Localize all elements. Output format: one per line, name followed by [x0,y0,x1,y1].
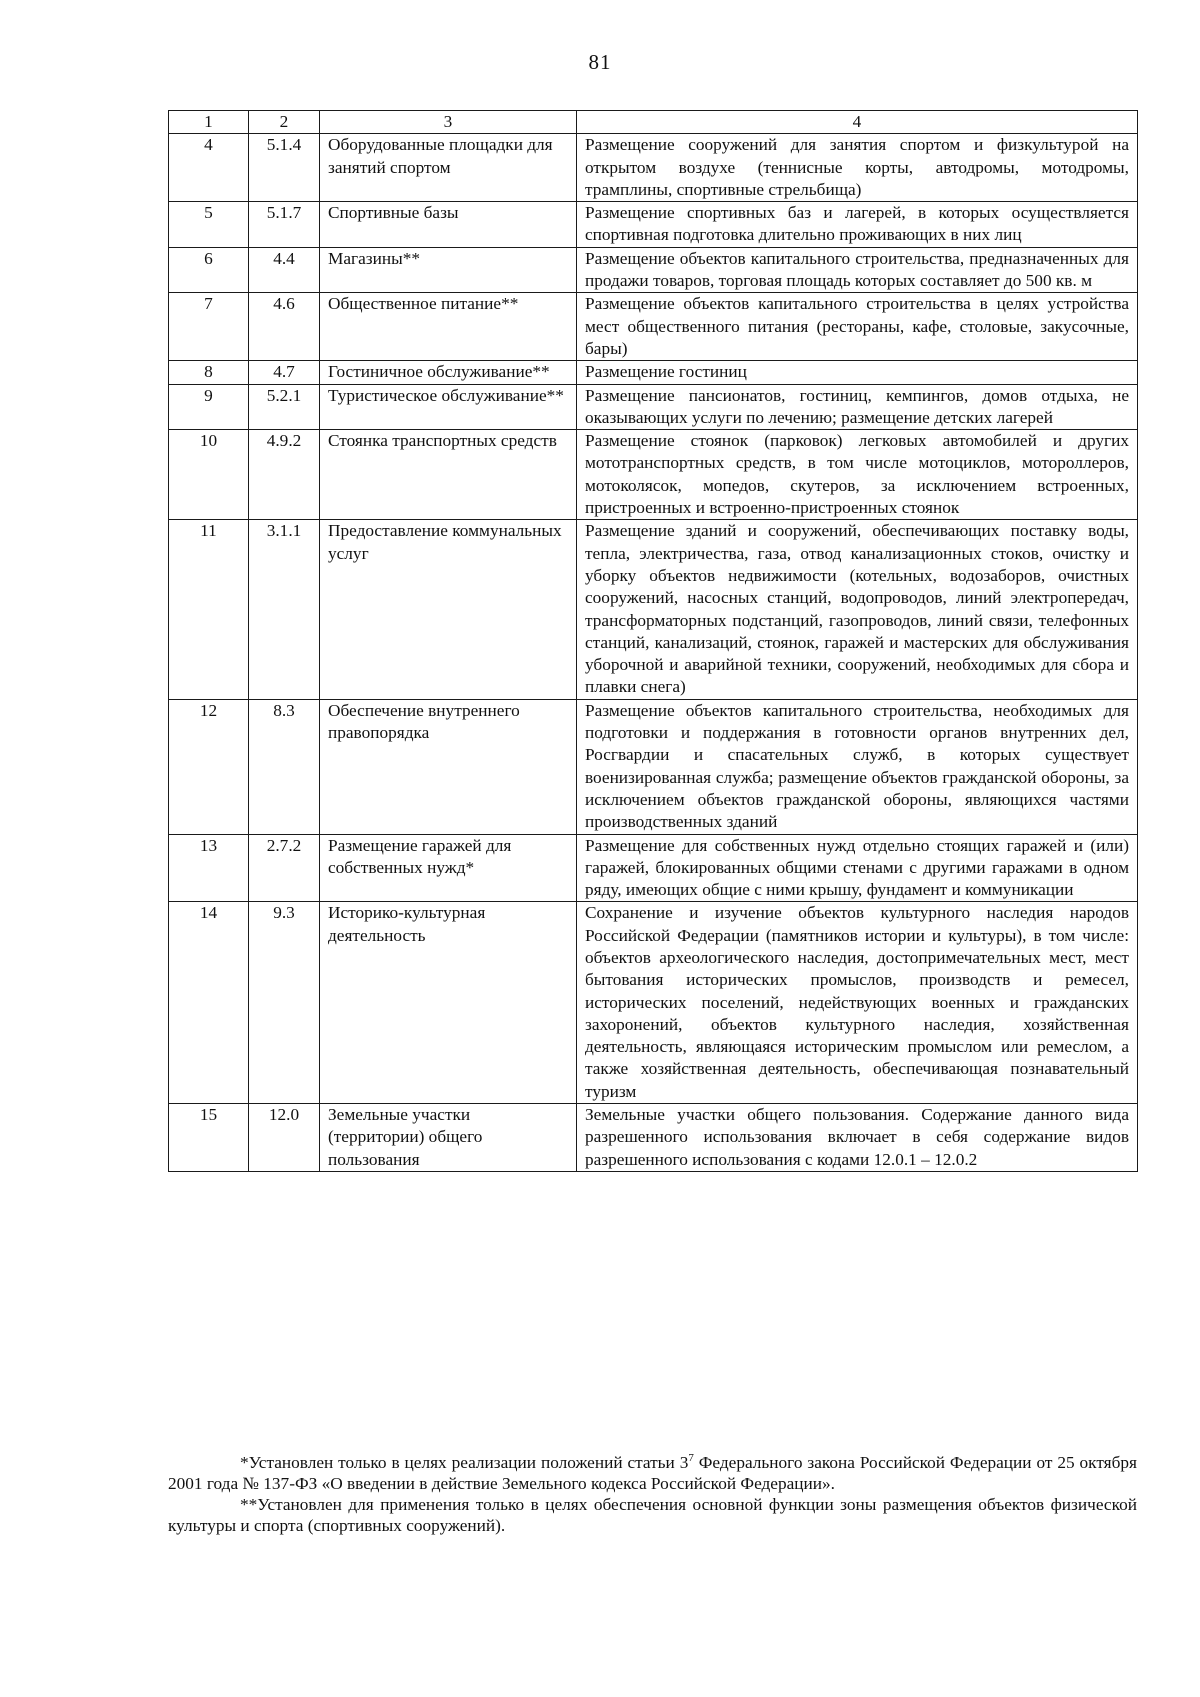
footnote-text: *Установлен только в целях реализации положений статьи 3 [240,1453,689,1472]
table-row [169,134,1138,202]
row-number: 7 [169,293,249,361]
row-description: Размещение зданий и сооружений, обеспечивающих поставку воды, тепла, электричества, газа, отвод канализационных стоков, очистку и уборку объектов недвижимости (котельных, водозаборов, очистных сооружений, насосных станций, водопроводов, линий электропередач, трансформаторных подстанций, газопроводов, линий связи, телефонных станций, канализаций, стоянок, гаражей и мастерских для обслуживания уборочной и аварийной техники, сооружений, необходимых для сбора и плавки снега) [577,520,1138,699]
column-header-name: 3 [320,111,577,134]
row-name: Историко-культурная деятельность [320,902,577,1104]
page-number: 81 [588,50,612,74]
row-description: Сохранение и изучение объектов культурного наследия народов Российской Федерации (памятников истории и культуры), в том числе: объектов археологического наследия, достопримечательных мест, мест бытования исторических промыслов, производств и ремесел, исторических поселений, недействующих военных и гражданских захоронений, объектов культурного наследия, хозяйственная деятельность, являющаяся историческим промыслом или ремеслом, а также хозяйственная деятельность, обеспечивающая познавательный туризм [577,902,1138,1104]
table-row [169,902,1138,1104]
table-row [169,699,1138,834]
row-number: 15 [169,1104,249,1172]
row-code: 4.6 [249,293,320,361]
row-description: Размещение объектов капитального строительства, необходимых для подготовки и поддержания в готовности органов внутренних дел, Росгвардии и спасательных служб, в которых существует военизированная служба; размещение объектов гражданской обороны, за исключением объектов гражданской обороны, являющихся частями производственных зданий [577,699,1138,834]
row-code: 5.1.4 [249,134,320,202]
row-description: Размещение стоянок (парковок) легковых автомобилей и других мототранспортных средств, в том числе мотоциклов, мотороллеров, мотоколясок, мопедов, скутеров, за исключением встроенных, пристроенных и встроенно-пристроенных стоянок [577,430,1138,520]
footnotes [168,1452,1137,1536]
table-row [169,293,1138,361]
row-code: 3.1.1 [249,520,320,699]
row-description: Размещение объектов капитального строительства, предназначенных для продажи товаров, торговая площадь которых составляет до 500 кв. м [577,247,1138,293]
row-code: 5.2.1 [249,384,320,430]
table-row [169,247,1138,293]
row-code: 12.0 [249,1104,320,1172]
footnote-text: Федерального закона Российской Федерации от 25 октября 2001 года № 137-ФЗ «О введении в действие Земельного кодекса Российской Федерации». [168,1453,1137,1493]
column-header-description: 4 [577,111,1138,134]
row-name: Спортивные базы [320,202,577,248]
row-code: 2.7.2 [249,834,320,902]
table-row [169,430,1138,520]
row-number: 13 [169,834,249,902]
footnote-superscript: 7 [688,1452,694,1465]
row-description: Размещение гостиниц [577,361,1138,384]
row-code: 8.3 [249,699,320,834]
row-name: Магазины** [320,247,577,293]
column-header-code: 2 [249,111,320,134]
row-description: Размещение для собственных нужд отдельно стоящих гаражей и (или) гаражей, блокированных общими стенами с другими гаражами в одном ряду, имеющих общие с ними крышу, фундамент и коммуникации [577,834,1138,902]
row-name: Туристическое обслуживание** [320,384,577,430]
row-name: Земельные участки (территории) общего пользования [320,1104,577,1172]
row-number: 5 [169,202,249,248]
row-code: 4.7 [249,361,320,384]
row-number: 4 [169,134,249,202]
row-description: Земельные участки общего пользования. Содержание данного вида разрешенного использования включает в себя содержание видов разрешенного использования с кодами 12.0.1 – 12.0.2 [577,1104,1138,1172]
row-name: Стоянка транспортных средств [320,430,577,520]
row-number: 6 [169,247,249,293]
row-description: Размещение спортивных баз и лагерей, в которых осуществляется спортивная подготовка длительно проживающих в них лиц [577,202,1138,248]
table-row [169,202,1138,248]
row-number: 12 [169,699,249,834]
row-name: Обеспечение внутреннего правопорядка [320,699,577,834]
column-header-number: 1 [169,111,249,134]
row-description: Размещение сооружений для занятия спортом и физкультурой на открытом воздухе (теннисные корты, автодромы, мотодромы, трамплины, спортивные стрельбища) [577,134,1138,202]
row-name: Оборудованные площадки для занятий спортом [320,134,577,202]
table-row [169,1104,1138,1172]
row-description: Размещение объектов капитального строительства в целях устройства мест общественного питания (рестораны, кафе, столовые, закусочные, бары) [577,293,1138,361]
row-code: 5.1.7 [249,202,320,248]
row-code: 9.3 [249,902,320,1104]
table-row [169,384,1138,430]
row-name: Общественное питание** [320,293,577,361]
row-code: 4.9.2 [249,430,320,520]
row-number: 9 [169,384,249,430]
table-row [169,520,1138,699]
table-header-row [169,111,1138,134]
land-use-table [168,110,1138,1172]
table-row [169,834,1138,902]
row-code: 4.4 [249,247,320,293]
row-name: Гостиничное обслуживание** [320,361,577,384]
row-number: 8 [169,361,249,384]
table-row [169,361,1138,384]
row-description: Размещение пансионатов, гостиниц, кемпингов, домов отдыха, не оказывающих услуги по лечению; размещение детских лагерей [577,384,1138,430]
footnote-single-asterisk [168,1452,1137,1494]
row-name: Размещение гаражей для собственных нужд* [320,834,577,902]
row-number: 10 [169,430,249,520]
row-name: Предоставление коммунальных услуг [320,520,577,699]
row-number: 14 [169,902,249,1104]
row-number: 11 [169,520,249,699]
footnote-double-asterisk: **Установлен для применения только в целях обеспечения основной функции зоны размещения объектов физической культуры и спорта (спортивных сооружений). [168,1495,1137,1535]
